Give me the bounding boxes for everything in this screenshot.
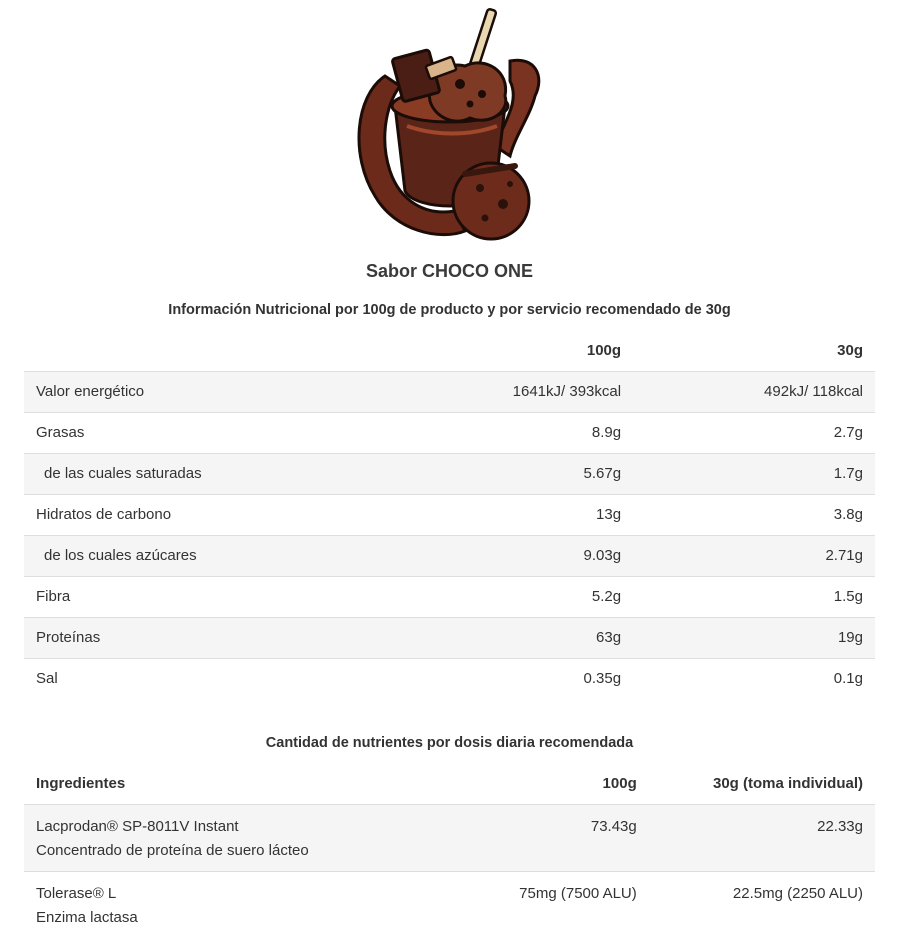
table-row — [24, 412, 875, 453]
per30-value: 2.71g — [825, 547, 863, 564]
per100-value: 1641kJ/ 393kcal — [512, 383, 622, 400]
column-header-30g: 30g (toma individual) — [712, 775, 863, 793]
daily-table — [24, 764, 875, 938]
ingredient-cell — [24, 871, 410, 938]
column-header-30g: 30g — [837, 342, 863, 360]
nutrient-label: Grasas — [36, 424, 85, 441]
per30-value: 19g — [837, 629, 863, 646]
nutrient-label: Hidratos de carbono — [36, 506, 172, 523]
per30-value: 1.5g — [833, 588, 863, 605]
table-header — [24, 764, 875, 804]
table-row — [24, 535, 875, 576]
product-title: Sabor CHOCO ONE — [365, 261, 534, 281]
per100-value: 5.2g — [591, 588, 622, 605]
per100-value: 5.67g — [583, 465, 622, 482]
per100-value: 75mg (7500 ALU) — [519, 884, 637, 902]
nutrition-heading: Información Nutricional por 100g de producto y por servicio recomendado de 30g — [168, 302, 731, 318]
per30-value: 492kJ/ 118kcal — [764, 383, 863, 400]
per30-value: 22.33g — [817, 817, 863, 835]
nutrient-label: Sal — [36, 670, 58, 688]
chocolate-milkshake-icon — [345, 6, 560, 248]
nutrient-label: Valor energético — [36, 383, 145, 400]
per100-value: 13g — [596, 506, 622, 523]
per30-value: 2.7g — [833, 424, 863, 441]
table-header — [24, 331, 875, 371]
nutrient-label: Fibra — [36, 588, 71, 605]
column-header-100g: 100g — [586, 342, 622, 360]
column-header-ingredients: Ingredientes — [36, 775, 126, 793]
per100-value: 8.9g — [591, 424, 622, 441]
per30-value: 0.1g — [833, 670, 863, 688]
daily-heading: Cantidad de nutrientes por dosis diaria recomendada — [265, 735, 634, 751]
table-row — [24, 871, 875, 938]
nutrition-table — [24, 331, 875, 699]
column-header — [24, 331, 397, 371]
ingredient-name: Tolerase® L — [36, 884, 117, 902]
per30-value: 22.5mg (2250 ALU) — [732, 884, 863, 902]
table-row — [24, 371, 875, 412]
table-row — [24, 617, 875, 658]
per100-value: 9.03g — [583, 547, 622, 564]
ingredient-name: Lacprodan® SP-8011V Instant — [36, 817, 239, 835]
table-row — [24, 494, 875, 535]
table-row — [24, 576, 875, 617]
ingredient-description: Enzima lactasa — [36, 908, 138, 926]
per100-value: 0.35g — [583, 670, 622, 688]
ingredient-description: Concentrado de proteína de suero lácteo — [36, 841, 309, 859]
table-row — [24, 658, 875, 699]
nutrient-label: de las cuales saturadas — [44, 465, 202, 482]
per100-value: 73.43g — [590, 817, 637, 835]
table-row — [24, 804, 875, 871]
per30-value: 1.7g — [833, 465, 863, 482]
per30-value: 3.8g — [833, 506, 863, 523]
column-header-100g: 100g — [602, 775, 637, 793]
nutrient-label: Proteínas — [36, 629, 101, 646]
per100-value: 63g — [596, 629, 622, 646]
ingredient-cell — [24, 804, 410, 871]
table-row — [24, 453, 875, 494]
nutrient-label: de los cuales azúcares — [44, 547, 197, 564]
